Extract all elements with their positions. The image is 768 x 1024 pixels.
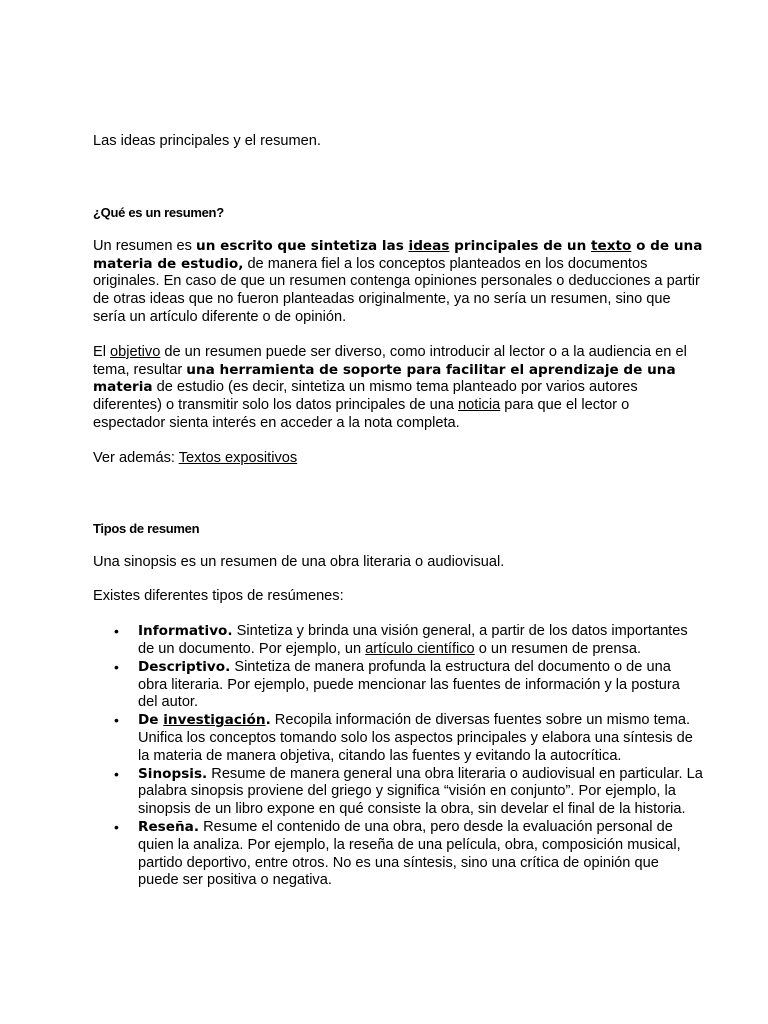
- paragraph-objetivo: [93, 344, 703, 433]
- text-run: Ver además:: [93, 449, 179, 466]
- text-run: o un resumen de prensa.: [474, 640, 641, 657]
- bold-run: un escrito que sintetiza las: [196, 237, 409, 254]
- list-item-descriptivo: [93, 659, 703, 712]
- bold-run: o de una materia de estudio,: [93, 237, 703, 272]
- bullet-icon: •: [114, 658, 119, 675]
- text-run: Resume el contenido de una obra, pero desde la evaluación personal de quien la analiza. Por ejemplo, la reseña de una película, obra, composición musical, partido deportivo, entre otros. No es una síntesis, sino una crítica de opinión que puede ser positiva o negativa.: [138, 818, 681, 889]
- list-term-suffix: .: [265, 712, 271, 729]
- list-term: Descriptivo.: [138, 658, 231, 675]
- link-objetivo[interactable]: objetivo: [110, 343, 161, 360]
- paragraph-existes: Existes diferentes tipos de resúmenes:: [93, 588, 344, 605]
- text-run: El: [93, 343, 111, 360]
- list-item-informativo: [93, 623, 703, 659]
- text-run: para que el lector o espectador sienta interés en acceder a la nota completa.: [93, 397, 630, 431]
- link-ideas[interactable]: ideas: [408, 237, 450, 254]
- list-term: Reseña.: [138, 818, 200, 835]
- text-run: Resume de manera general una obra literaria o audiovisual en particular. La palabra sinopsis proviene del griego y significa “visión en conjunto”. Por ejemplo, la sinopsis de un libro expone en qué consiste la obra, sin develar el final de la historia.: [138, 765, 703, 818]
- paragraph-sinopsis: Una sinopsis es un resumen de una obra literaria o audiovisual.: [93, 553, 505, 570]
- text-run: Un resumen es: [93, 237, 197, 254]
- text-run: Sintetiza de manera profunda la estructura del documento o de una obra literaria. Por ejemplo, puede mencionar las fuentes de información y la postura del autor.: [138, 658, 680, 711]
- text-run: Recopila información de diversas fuentes sobre un mismo tema. Unifica los conceptos tomando solo los aspectos principales y elabora una síntesis de la materia de manera objetiva, citando las fuentes y evitando la autocrítica.: [138, 712, 693, 764]
- text-run: Sintetiza y brinda una visión general, a partir de los datos importantes de un documento. Por ejemplo, un: [138, 623, 688, 657]
- list-term: Sinopsis.: [138, 765, 208, 782]
- bullet-icon: •: [114, 623, 119, 640]
- text-run: de un resumen puede ser diverso, como introducir al lector o a la audiencia en el tema, resultar: [93, 343, 687, 378]
- paragraph-ver-ademas: [93, 450, 703, 468]
- link-investigacion[interactable]: investigación: [163, 712, 266, 729]
- paragraph-definition: [93, 238, 703, 327]
- section-heading-que-es: ¿Qué es un resumen?: [93, 204, 224, 220]
- list-term-prefix: De: [138, 712, 164, 729]
- list-item-investigacion: [93, 712, 703, 765]
- document-title: Las ideas principales y el resumen.: [93, 133, 321, 149]
- text-run: de estudio (es decir, sintetiza un mismo tema planteado por varios autores diferentes) o transmitir solo los datos principales de una: [93, 379, 638, 414]
- list-item-sinopsis: [93, 766, 703, 819]
- text-run: de manera fiel a los conceptos planteados en los documentos originales. En caso de que un resumen contenga opiniones personales o deducciones a partir de otras ideas que no fueron planteadas originalmente, ya no sería un resumen, sino que sería un artículo diferente o de opinión.: [93, 255, 700, 325]
- list-item-resena: [93, 819, 703, 890]
- link-texto[interactable]: texto: [591, 237, 632, 254]
- link-textos-expositivos[interactable]: Textos expositivos: [178, 449, 298, 466]
- types-list: [93, 623, 703, 890]
- bullet-icon: •: [114, 712, 119, 729]
- link-articulo-cientifico[interactable]: artículo científico: [365, 640, 475, 657]
- bold-run: una herramienta de soporte para facilitar el aprendizaje de una materia: [93, 361, 676, 396]
- link-noticia[interactable]: noticia: [458, 397, 501, 414]
- bold-link-wrapper: [591, 238, 631, 254]
- bullet-icon: •: [114, 765, 119, 782]
- list-term: [138, 712, 271, 728]
- bold-link-wrapper: [409, 238, 450, 254]
- bold-run: principales de un: [449, 237, 592, 254]
- section-heading-tipos: Tipos de resumen: [93, 520, 200, 536]
- bullet-icon: •: [114, 818, 119, 835]
- document-body: [93, 133, 703, 890]
- list-term: Informativo.: [138, 623, 233, 640]
